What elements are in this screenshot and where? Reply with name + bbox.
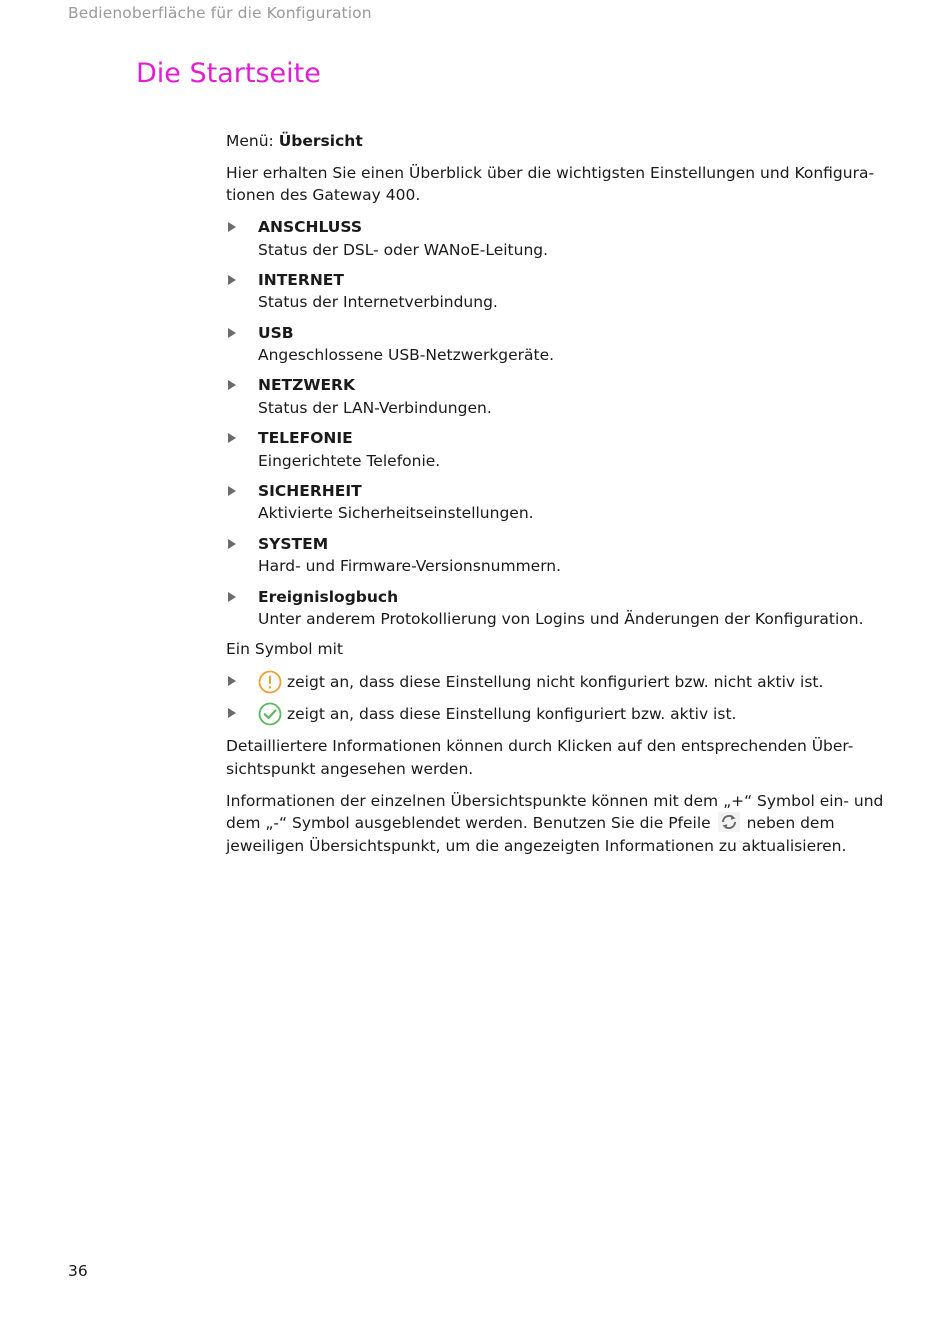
details-paragraph — [226, 735, 886, 780]
bullet-arrow-icon — [228, 676, 236, 686]
info-paragraph — [226, 790, 886, 858]
item-description: Status der LAN-Verbindungen. — [258, 398, 492, 417]
info-line-3: jeweiligen Übersichtspunkt, um die angezeigten Informationen zu aktualisieren. — [226, 836, 847, 855]
list-item — [226, 269, 886, 314]
symbol-intro: Ein Symbol mit — [226, 640, 343, 659]
item-description: Status der DSL- oder WANoE-Leitung. — [258, 240, 549, 259]
menu-line — [226, 130, 886, 153]
item-description: Eingerichtete Telefonie. — [258, 451, 441, 470]
item-term: TELEFONIE — [258, 429, 353, 448]
info-line-2-start: dem „-“ Symbol ausgeblendet werden. Benutzen Sie die Pfeile — [226, 814, 711, 833]
list-item — [226, 427, 886, 472]
list-item — [226, 322, 886, 367]
bullet-arrow-icon — [228, 433, 236, 443]
details-line-1: Detailliertere Informationen können durch Klicken auf den entsprechenden Über- — [226, 737, 854, 756]
item-term: Ereignislogbuch — [258, 587, 399, 606]
item-description: Status der Internetverbindung. — [258, 293, 498, 312]
item-term: NETZWERK — [258, 376, 356, 395]
item-term: ANSCHLUSS — [258, 218, 363, 236]
bullet-arrow-icon — [228, 275, 236, 285]
overview-item-list — [226, 216, 886, 631]
item-description: Angeschlossene USB-Netzwerkgeräte. — [258, 346, 555, 365]
list-item — [226, 702, 886, 726]
bullet-arrow-icon — [228, 328, 236, 338]
menu-prefix: Menü: — [226, 132, 274, 150]
bullet-arrow-icon — [228, 592, 236, 602]
bullet-arrow-icon — [228, 708, 236, 718]
running-header: Bedienoberfläche für die Konfiguration — [68, 4, 372, 22]
symbol-list — [226, 670, 886, 726]
item-term: SICHERHEIT — [258, 481, 362, 500]
list-item — [226, 670, 886, 694]
refresh-arrows-icon — [718, 812, 740, 832]
bullet-arrow-icon — [228, 539, 236, 549]
list-item — [226, 480, 886, 525]
info-line-2-end: neben dem — [746, 814, 835, 833]
list-item — [226, 374, 886, 419]
details-line-2: sichtspunkt angesehen werden. — [226, 759, 474, 778]
info-line-1: Informationen der einzelnen Übersichtspunkte können mit dem „+“ Symbol ein- und — [226, 791, 884, 810]
item-description: Hard- und Firmware-Versionsnummern. — [258, 557, 562, 576]
main-content — [226, 130, 886, 867]
list-item — [226, 586, 886, 631]
menu-name: Übersicht — [278, 132, 363, 150]
bullet-arrow-icon — [228, 380, 236, 390]
intro-line-2: tionen des Gateway 400. — [226, 186, 421, 204]
page-title: Die Startseite — [136, 58, 321, 89]
list-item — [226, 533, 886, 578]
list-item — [226, 216, 886, 261]
warning-icon — [258, 670, 282, 694]
page-number: 36 — [68, 1262, 88, 1280]
symbol-description: zeigt an, dass diese Einstellung nicht konfiguriert bzw. nicht aktiv ist. — [287, 673, 824, 692]
item-term: SYSTEM — [258, 534, 329, 553]
bullet-arrow-icon — [228, 486, 236, 496]
item-term: USB — [258, 323, 294, 342]
item-term: INTERNET — [258, 270, 344, 289]
intro-line-1: Hier erhalten Sie einen Überblick über die wichtigsten Einstellungen und Konfigura- — [226, 163, 875, 182]
symbol-description: zeigt an, dass diese Einstellung konfiguriert bzw. aktiv ist. — [287, 704, 737, 723]
intro-paragraph — [226, 162, 886, 207]
item-description: Aktivierte Sicherheitseinstellungen. — [258, 504, 534, 523]
check-icon — [258, 702, 282, 726]
bullet-arrow-icon — [228, 222, 236, 232]
item-description: Unter anderem Protokollierung von Logins und Änderungen der Konfiguration. — [258, 610, 864, 629]
